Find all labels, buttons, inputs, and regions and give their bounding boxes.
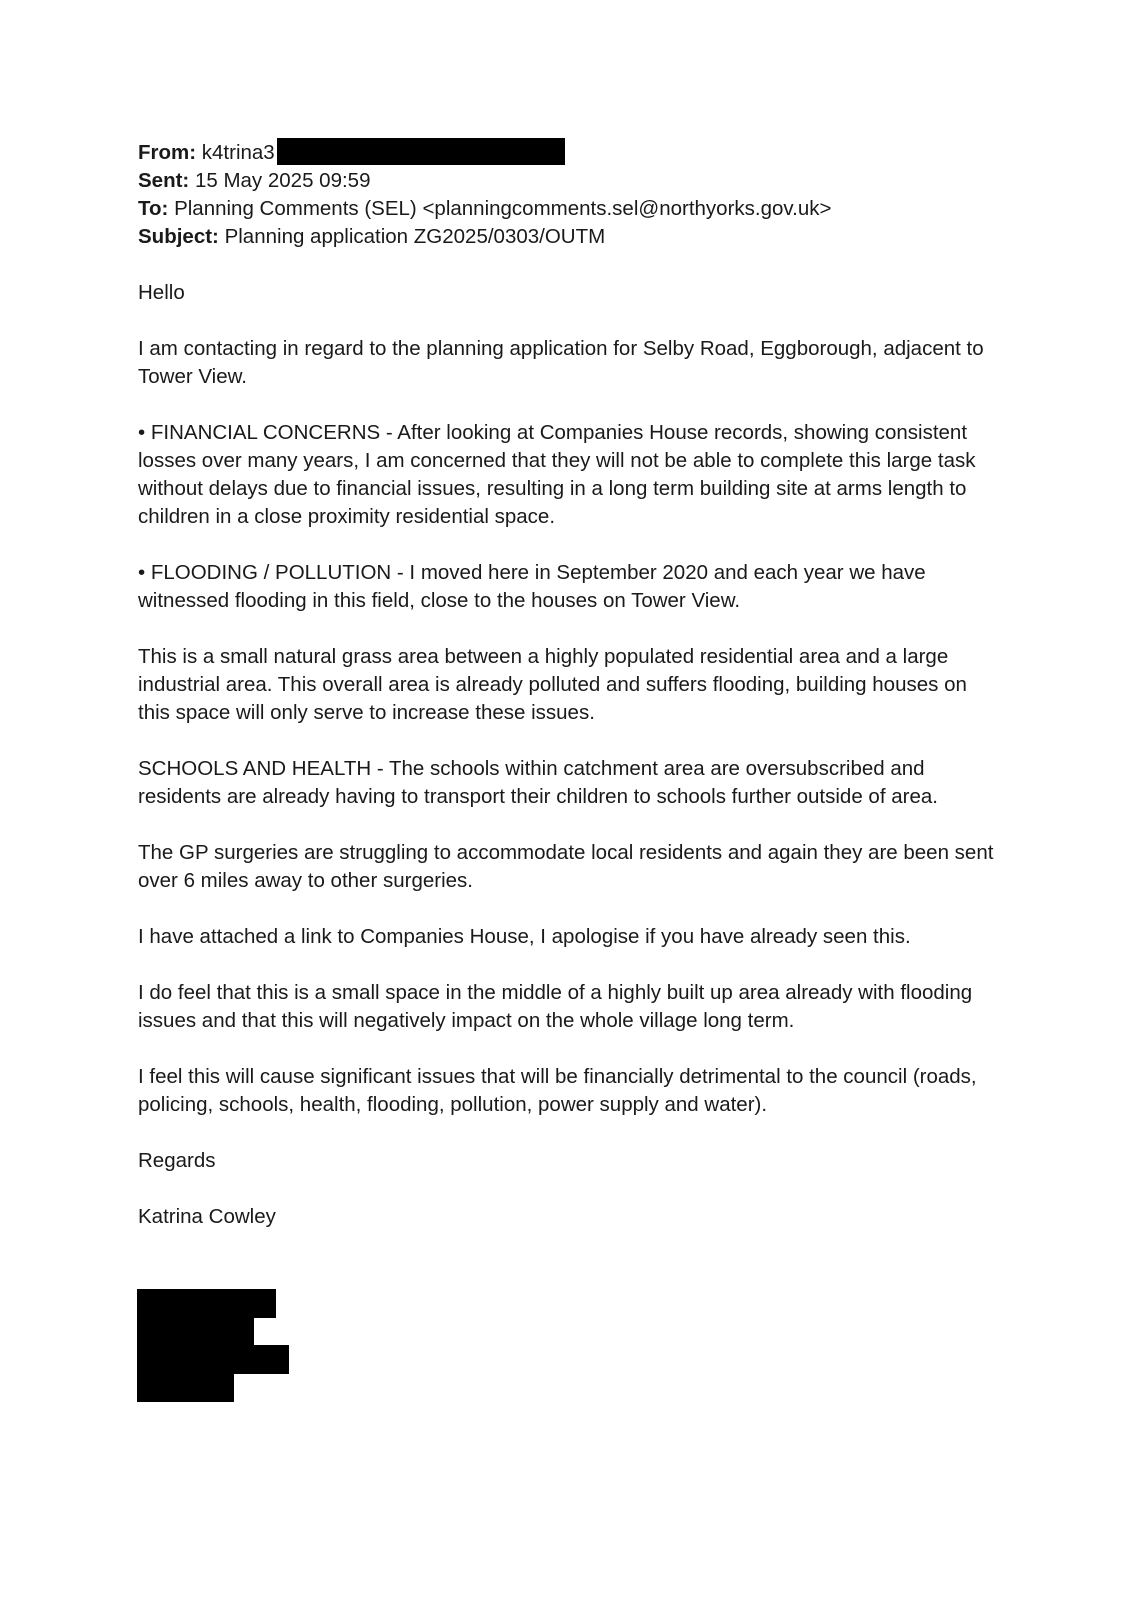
body-paragraph: I feel this will cause significant issues that will be financially detrimental to the council (roads, policing, schools, health, flooding, pollution, power supply and water). bbox=[138, 1065, 977, 1116]
subject-label: Subject: bbox=[138, 225, 219, 248]
to-line bbox=[138, 195, 998, 223]
sent-label: Sent: bbox=[138, 169, 190, 192]
body-paragraph: The GP surgeries are struggling to accommodate local residents and again they are been sent over 6 miles away to other surgeries. bbox=[138, 841, 994, 892]
signature-name: Katrina Cowley bbox=[138, 1205, 276, 1228]
body-paragraph: I am contacting in regard to the planning application for Selby Road, Eggborough, adjacent to Tower View. bbox=[138, 337, 984, 388]
body-paragraph: • FINANCIAL CONCERNS - After looking at Companies House records, showing consistent losses over many years, I am concerned that they will not be able to complete this large task without delays due to financial issues, resulting in a long term building site at arms length to children in a close proximity residential space. bbox=[138, 421, 976, 528]
sent-value: 15 May 2025 09:59 bbox=[194, 169, 371, 192]
redaction-bar bbox=[137, 1373, 234, 1402]
body-paragraph: • FLOODING / POLLUTION - I moved here in September 2020 and each year we have witnessed flooding in this field, close to the houses on Tower View. bbox=[138, 561, 926, 612]
to-value: Planning Comments (SEL) <planningcomments.sel@northyorks.gov.uk> bbox=[174, 197, 832, 220]
to-label: To: bbox=[138, 197, 169, 220]
email-body bbox=[138, 279, 998, 1231]
from-label: From: bbox=[138, 141, 197, 164]
sent-line bbox=[138, 167, 998, 195]
body-paragraph: I have attached a link to Companies House, I apologise if you have already seen this. bbox=[138, 925, 911, 948]
from-line bbox=[138, 138, 998, 167]
from-value: k4trina3 bbox=[201, 141, 275, 164]
subject-value: Planning application ZG2025/0303/OUTM bbox=[224, 225, 606, 248]
body-paragraph: SCHOOLS AND HEALTH - The schools within catchment area are oversubscribed and residents are already having to transport their children to schools further outside of area. bbox=[138, 757, 938, 808]
subject-line bbox=[138, 223, 998, 251]
redaction-bar bbox=[137, 1345, 289, 1374]
closing: Regards bbox=[138, 1149, 216, 1172]
email-header bbox=[138, 138, 998, 251]
email-address-redaction bbox=[277, 138, 565, 165]
email-document bbox=[138, 138, 998, 1259]
signature-redaction bbox=[137, 1289, 289, 1404]
body-paragraph: This is a small natural grass area between a highly populated residential area and a large industrial area. This overall area is already polluted and suffers flooding, building houses on this space will only serve to increase these issues. bbox=[138, 645, 967, 724]
greeting: Hello bbox=[138, 281, 185, 304]
redaction-bar bbox=[137, 1317, 254, 1346]
redaction-bar bbox=[137, 1289, 276, 1318]
body-paragraph: I do feel that this is a small space in the middle of a highly built up area already with flooding issues and that this will negatively impact on the whole village long term. bbox=[138, 981, 973, 1032]
